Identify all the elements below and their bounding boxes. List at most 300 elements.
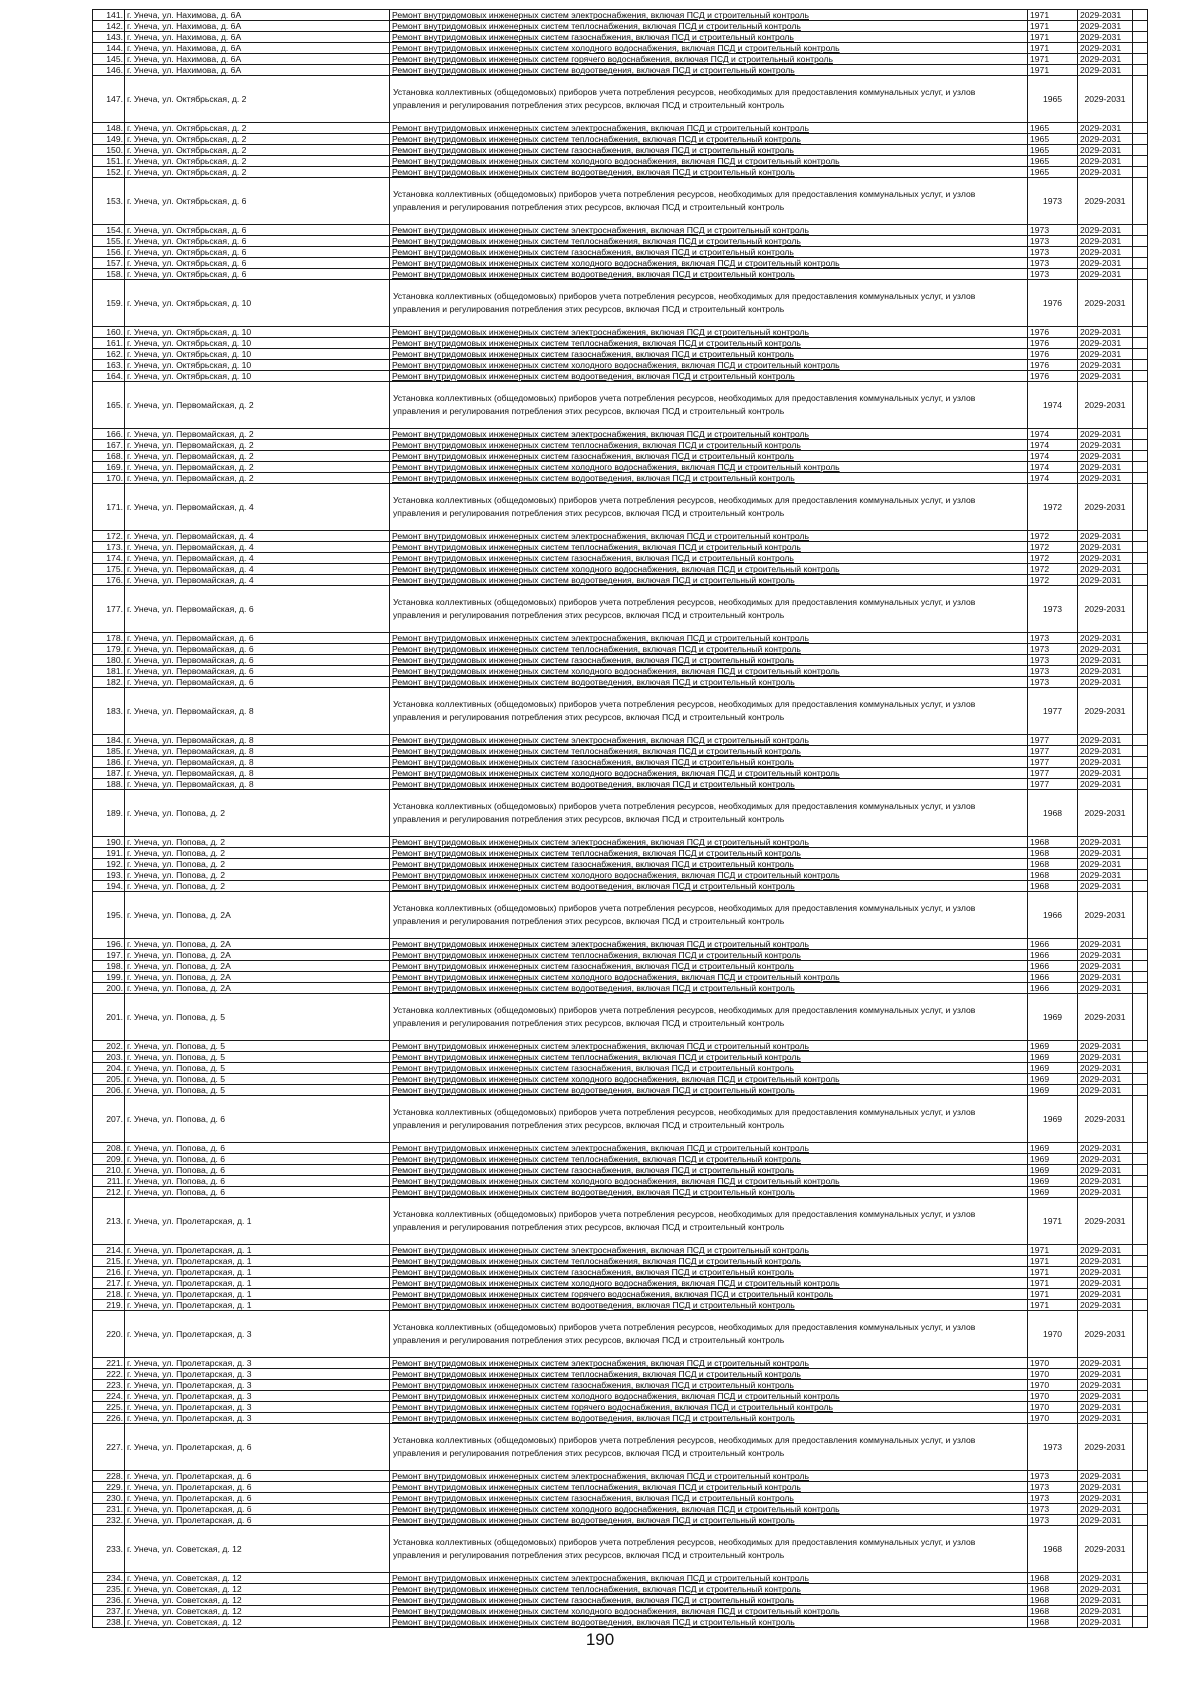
- row-number: 229.: [93, 1482, 125, 1493]
- planned-period-cell: 2029-2031: [1078, 1526, 1133, 1573]
- row-number: 170.: [93, 473, 125, 484]
- planned-period-cell: 2029-2031: [1078, 994, 1133, 1041]
- row-number: 202.: [93, 1041, 125, 1052]
- work-type-cell: Ремонт внутридомовых инженерных систем теплоснабжения, включая ПСД и строительный контроль: [390, 1482, 1028, 1493]
- address-cell: г. Унеча, ул. Попова, д. 2А: [125, 961, 390, 972]
- planned-period-cell: 2029-2031: [1078, 145, 1133, 156]
- empty-cell: [1133, 371, 1148, 382]
- empty-cell: [1133, 440, 1148, 451]
- address-cell: г. Унеча, ул. Советская, д. 12: [125, 1573, 390, 1584]
- work-type-cell: Ремонт внутридомовых инженерных систем водоотведения, включая ПСД и строительный контроль: [390, 881, 1028, 892]
- planned-period-cell: 2029-2031: [1078, 327, 1133, 338]
- year-built-cell: 1965: [1028, 167, 1078, 178]
- planned-period-cell: 2029-2031: [1078, 76, 1133, 123]
- work-type-cell: Ремонт внутридомовых инженерных систем холодного водоснабжения, включая ПСД и строительный контроль: [390, 258, 1028, 269]
- address-cell: г. Унеча, ул. Попова, д. 5: [125, 994, 390, 1041]
- row-number: 231.: [93, 1504, 125, 1515]
- table-row: [93, 1402, 1148, 1413]
- table-row: [93, 451, 1148, 462]
- work-type-cell: Ремонт внутридомовых инженерных систем холодного водоснабжения, включая ПСД и строительный контроль: [390, 1504, 1028, 1515]
- table-row: [93, 32, 1148, 43]
- table-row: [93, 1096, 1148, 1143]
- row-number: 230.: [93, 1493, 125, 1504]
- empty-cell: [1133, 225, 1148, 236]
- table-row: [93, 881, 1148, 892]
- work-type-cell: Ремонт внутридомовых инженерных систем газоснабжения, включая ПСД и строительный контроль: [390, 1493, 1028, 1504]
- year-built-cell: 1969: [1028, 1063, 1078, 1074]
- work-type-cell: Ремонт внутридомовых инженерных систем водоотведения, включая ПСД и строительный контроль: [390, 1187, 1028, 1198]
- address-cell: г. Унеча, ул. Первомайская, д. 2: [125, 382, 390, 429]
- address-cell: г. Унеча, ул. Нахимова, д. 6А: [125, 65, 390, 76]
- empty-cell: [1133, 1176, 1148, 1187]
- year-built-cell: 1965: [1028, 134, 1078, 145]
- work-type-cell: Ремонт внутридомовых инженерных систем холодного водоснабжения, включая ПСД и строительный контроль: [390, 666, 1028, 677]
- year-built-cell: 1976: [1028, 360, 1078, 371]
- table-row: [93, 1526, 1148, 1573]
- address-cell: г. Унеча, ул. Советская, д. 12: [125, 1526, 390, 1573]
- address-cell: г. Унеча, ул. Первомайская, д. 4: [125, 553, 390, 564]
- work-type-cell: Ремонт внутридомовых инженерных систем теплоснабжения, включая ПСД и строительный контроль: [390, 1584, 1028, 1595]
- address-cell: г. Унеча, ул. Октябрьская, д. 10: [125, 327, 390, 338]
- address-cell: г. Унеча, ул. Пролетарская, д. 6: [125, 1493, 390, 1504]
- planned-period-cell: 2029-2031: [1078, 837, 1133, 848]
- planned-period-cell: 2029-2031: [1078, 349, 1133, 360]
- row-number: 188.: [93, 779, 125, 790]
- empty-cell: [1133, 327, 1148, 338]
- row-number: 182.: [93, 677, 125, 688]
- planned-period-cell: 2029-2031: [1078, 1198, 1133, 1245]
- year-built-cell: 1971: [1028, 1245, 1078, 1256]
- planned-period-cell: 2029-2031: [1078, 961, 1133, 972]
- planned-period-cell: 2029-2031: [1078, 1504, 1133, 1515]
- address-cell: г. Унеча, ул. Пролетарская, д. 3: [125, 1380, 390, 1391]
- table-row: [93, 1041, 1148, 1052]
- empty-cell: [1133, 21, 1148, 32]
- year-built-cell: 1968: [1028, 837, 1078, 848]
- row-number: 201.: [93, 994, 125, 1041]
- row-number: 150.: [93, 145, 125, 156]
- table-row: [93, 1515, 1148, 1526]
- address-cell: г. Унеча, ул. Первомайская, д. 6: [125, 677, 390, 688]
- empty-cell: [1133, 586, 1148, 633]
- planned-period-cell: 2029-2031: [1078, 32, 1133, 43]
- empty-cell: [1133, 178, 1148, 225]
- work-type-cell: Ремонт внутридомовых инженерных систем электроснабжения, включая ПСД и строительный контроль: [390, 10, 1028, 21]
- work-type-cell: Ремонт внутридомовых инженерных систем холодного водоснабжения, включая ПСД и строительный контроль: [390, 1176, 1028, 1187]
- year-built-cell: 1969: [1028, 1176, 1078, 1187]
- year-built-cell: 1977: [1028, 735, 1078, 746]
- work-type-cell: Ремонт внутридомовых инженерных систем теплоснабжения, включая ПСД и строительный контроль: [390, 1369, 1028, 1380]
- row-number: 187.: [93, 768, 125, 779]
- planned-period-cell: 2029-2031: [1078, 21, 1133, 32]
- work-type-cell: Ремонт внутридомовых инженерных систем газоснабжения, включая ПСД и строительный контроль: [390, 757, 1028, 768]
- empty-cell: [1133, 43, 1148, 54]
- table-row: [93, 123, 1148, 134]
- address-cell: г. Унеча, ул. Пролетарская, д. 6: [125, 1424, 390, 1471]
- empty-cell: [1133, 236, 1148, 247]
- address-cell: г. Унеча, ул. Попова, д. 2А: [125, 972, 390, 983]
- table-row: [93, 462, 1148, 473]
- year-built-cell: 1968: [1028, 1526, 1078, 1573]
- row-number: 164.: [93, 371, 125, 382]
- address-cell: г. Унеча, ул. Октябрьская, д. 6: [125, 236, 390, 247]
- row-number: 209.: [93, 1154, 125, 1165]
- year-built-cell: 1969: [1028, 1052, 1078, 1063]
- address-cell: г. Унеча, ул. Пролетарская, д. 3: [125, 1413, 390, 1424]
- table-row: [93, 178, 1148, 225]
- planned-period-cell: 2029-2031: [1078, 382, 1133, 429]
- year-built-cell: 1971: [1028, 32, 1078, 43]
- empty-cell: [1133, 1402, 1148, 1413]
- planned-period-cell: 2029-2031: [1078, 644, 1133, 655]
- empty-cell: [1133, 1052, 1148, 1063]
- address-cell: г. Унеча, ул. Попова, д. 5: [125, 1074, 390, 1085]
- table-row: [93, 440, 1148, 451]
- planned-period-cell: 2029-2031: [1078, 1187, 1133, 1198]
- empty-cell: [1133, 553, 1148, 564]
- planned-period-cell: 2029-2031: [1078, 1402, 1133, 1413]
- table-row: [93, 54, 1148, 65]
- work-type-cell: Ремонт внутридомовых инженерных систем электроснабжения, включая ПСД и строительный контроль: [390, 1471, 1028, 1482]
- work-type-cell: Ремонт внутридомовых инженерных систем электроснабжения, включая ПСД и строительный контроль: [390, 1041, 1028, 1052]
- address-cell: г. Унеча, ул. Первомайская, д. 2: [125, 462, 390, 473]
- year-built-cell: 1973: [1028, 225, 1078, 236]
- table-row: [93, 790, 1148, 837]
- row-number: 207.: [93, 1096, 125, 1143]
- planned-period-cell: 2029-2031: [1078, 178, 1133, 225]
- work-type-cell: Ремонт внутридомовых инженерных систем холодного водоснабжения, включая ПСД и строительный контроль: [390, 972, 1028, 983]
- work-type-cell: Ремонт внутридомовых инженерных систем водоотведения, включая ПСД и строительный контроль: [390, 1617, 1028, 1628]
- table-row: [93, 327, 1148, 338]
- year-built-cell: 1968: [1028, 881, 1078, 892]
- row-number: 184.: [93, 735, 125, 746]
- planned-period-cell: 2029-2031: [1078, 1052, 1133, 1063]
- table-row: [93, 43, 1148, 54]
- work-type-cell: Ремонт внутридомовых инженерных систем теплоснабжения, включая ПСД и строительный контроль: [390, 848, 1028, 859]
- work-type-cell: Ремонт внутридомовых инженерных систем холодного водоснабжения, включая ПСД и строительный контроль: [390, 360, 1028, 371]
- planned-period-cell: 2029-2031: [1078, 1085, 1133, 1096]
- table-row: [93, 167, 1148, 178]
- work-type-cell: Ремонт внутридомовых инженерных систем водоотведения, включая ПСД и строительный контроль: [390, 1085, 1028, 1096]
- empty-cell: [1133, 972, 1148, 983]
- empty-cell: [1133, 531, 1148, 542]
- row-number: 221.: [93, 1358, 125, 1369]
- address-cell: г. Унеча, ул. Попова, д. 6: [125, 1176, 390, 1187]
- address-cell: г. Унеча, ул. Попова, д. 2: [125, 837, 390, 848]
- row-number: 238.: [93, 1617, 125, 1628]
- address-cell: г. Унеча, ул. Первомайская, д. 6: [125, 644, 390, 655]
- work-type-cell: Ремонт внутридомовых инженерных систем газоснабжения, включая ПСД и строительный контроль: [390, 553, 1028, 564]
- empty-cell: [1133, 768, 1148, 779]
- year-built-cell: 1973: [1028, 1515, 1078, 1526]
- planned-period-cell: 2029-2031: [1078, 269, 1133, 280]
- empty-cell: [1133, 1278, 1148, 1289]
- row-number: 191.: [93, 848, 125, 859]
- year-built-cell: 1977: [1028, 779, 1078, 790]
- address-cell: г. Унеча, ул. Первомайская, д. 6: [125, 666, 390, 677]
- work-type-cell: Установка коллективных (общедомовых) приборов учета потребления ресурсов, необходимых для предоставления коммунальных услуг, и узлов управления и регулирования потребления этих ресурсов, включая ПСД и строительный контроль: [390, 790, 1028, 837]
- address-cell: г. Унеча, ул. Первомайская, д. 4: [125, 564, 390, 575]
- row-number: 152.: [93, 167, 125, 178]
- table-row: [93, 892, 1148, 939]
- year-built-cell: 1971: [1028, 1278, 1078, 1289]
- table-row: [93, 1154, 1148, 1165]
- year-built-cell: 1973: [1028, 269, 1078, 280]
- year-built-cell: 1970: [1028, 1391, 1078, 1402]
- row-number: 216.: [93, 1267, 125, 1278]
- row-number: 189.: [93, 790, 125, 837]
- year-built-cell: 1968: [1028, 1584, 1078, 1595]
- work-type-cell: Ремонт внутридомовых инженерных систем водоотведения, включая ПСД и строительный контроль: [390, 473, 1028, 484]
- table-row: [93, 531, 1148, 542]
- address-cell: г. Унеча, ул. Октябрьская, д. 2: [125, 123, 390, 134]
- work-type-cell: Установка коллективных (общедомовых) приборов учета потребления ресурсов, необходимых для предоставления коммунальных услуг, и узлов управления и регулирования потребления этих ресурсов, включая ПСД и строительный контроль: [390, 1096, 1028, 1143]
- row-number: 214.: [93, 1245, 125, 1256]
- year-built-cell: 1970: [1028, 1358, 1078, 1369]
- work-type-cell: Ремонт внутридомовых инженерных систем холодного водоснабжения, включая ПСД и строительный контроль: [390, 1278, 1028, 1289]
- planned-period-cell: 2029-2031: [1078, 735, 1133, 746]
- year-built-cell: 1973: [1028, 1504, 1078, 1515]
- year-built-cell: 1970: [1028, 1311, 1078, 1358]
- empty-cell: [1133, 54, 1148, 65]
- empty-cell: [1133, 677, 1148, 688]
- address-cell: г. Унеча, ул. Первомайская, д. 8: [125, 688, 390, 735]
- row-number: 218.: [93, 1289, 125, 1300]
- year-built-cell: 1969: [1028, 1074, 1078, 1085]
- table-row: [93, 1584, 1148, 1595]
- planned-period-cell: 2029-2031: [1078, 848, 1133, 859]
- empty-cell: [1133, 382, 1148, 429]
- address-cell: г. Унеча, ул. Нахимова, д. 6А: [125, 10, 390, 21]
- year-built-cell: 1974: [1028, 429, 1078, 440]
- row-number: 205.: [93, 1074, 125, 1085]
- work-type-cell: Ремонт внутридомовых инженерных систем газоснабжения, включая ПСД и строительный контроль: [390, 1380, 1028, 1391]
- address-cell: г. Унеча, ул. Попова, д. 2А: [125, 983, 390, 994]
- address-cell: г. Унеча, ул. Первомайская, д. 4: [125, 542, 390, 553]
- work-type-cell: Ремонт внутридомовых инженерных систем электроснабжения, включая ПСД и строительный контроль: [390, 225, 1028, 236]
- planned-period-cell: 2029-2031: [1078, 43, 1133, 54]
- table-row: [93, 677, 1148, 688]
- work-type-cell: Ремонт внутридомовых инженерных систем газоснабжения, включая ПСД и строительный контроль: [390, 961, 1028, 972]
- row-number: 177.: [93, 586, 125, 633]
- table-row: [93, 848, 1148, 859]
- planned-period-cell: 2029-2031: [1078, 1595, 1133, 1606]
- table-row: [93, 1143, 1148, 1154]
- year-built-cell: 1966: [1028, 983, 1078, 994]
- table-row: [93, 837, 1148, 848]
- year-built-cell: 1971: [1028, 21, 1078, 32]
- planned-period-cell: 2029-2031: [1078, 1074, 1133, 1085]
- address-cell: г. Унеча, ул. Попова, д. 2А: [125, 892, 390, 939]
- planned-period-cell: 2029-2031: [1078, 134, 1133, 145]
- table-row: [93, 236, 1148, 247]
- empty-cell: [1133, 848, 1148, 859]
- row-number: 215.: [93, 1256, 125, 1267]
- planned-period-cell: 2029-2031: [1078, 1515, 1133, 1526]
- table-row: [93, 1413, 1148, 1424]
- empty-cell: [1133, 746, 1148, 757]
- work-type-cell: Установка коллективных (общедомовых) приборов учета потребления ресурсов, необходимых для предоставления коммунальных услуг, и узлов управления и регулирования потребления этих ресурсов, включая ПСД и строительный контроль: [390, 688, 1028, 735]
- year-built-cell: 1969: [1028, 994, 1078, 1041]
- year-built-cell: 1968: [1028, 859, 1078, 870]
- row-number: 192.: [93, 859, 125, 870]
- table-row: [93, 382, 1148, 429]
- address-cell: г. Унеча, ул. Октябрьская, д. 6: [125, 247, 390, 258]
- table-row: [93, 1471, 1148, 1482]
- table-row: [93, 1198, 1148, 1245]
- address-cell: г. Унеча, ул. Первомайская, д. 8: [125, 735, 390, 746]
- planned-period-cell: 2029-2031: [1078, 531, 1133, 542]
- year-built-cell: 1971: [1028, 1198, 1078, 1245]
- planned-period-cell: 2029-2031: [1078, 1391, 1133, 1402]
- year-built-cell: 1972: [1028, 575, 1078, 586]
- work-type-cell: Ремонт внутридомовых инженерных систем электроснабжения, включая ПСД и строительный контроль: [390, 1143, 1028, 1154]
- empty-cell: [1133, 134, 1148, 145]
- planned-period-cell: 2029-2031: [1078, 1493, 1133, 1504]
- empty-cell: [1133, 735, 1148, 746]
- address-cell: г. Унеча, ул. Первомайская, д. 4: [125, 575, 390, 586]
- table-row: [93, 1063, 1148, 1074]
- row-number: 211.: [93, 1176, 125, 1187]
- work-type-cell: Ремонт внутридомовых инженерных систем холодного водоснабжения, включая ПСД и строительный контроль: [390, 462, 1028, 473]
- empty-cell: [1133, 564, 1148, 575]
- row-number: 225.: [93, 1402, 125, 1413]
- work-type-cell: Ремонт внутридомовых инженерных систем теплоснабжения, включая ПСД и строительный контроль: [390, 1256, 1028, 1267]
- table-row: [93, 950, 1148, 961]
- empty-cell: [1133, 1504, 1148, 1515]
- row-number: 185.: [93, 746, 125, 757]
- empty-cell: [1133, 1267, 1148, 1278]
- work-type-cell: Ремонт внутридомовых инженерных систем газоснабжения, включая ПСД и строительный контроль: [390, 1267, 1028, 1278]
- work-type-cell: Ремонт внутридомовых инженерных систем холодного водоснабжения, включая ПСД и строительный контроль: [390, 1391, 1028, 1402]
- year-built-cell: 1977: [1028, 768, 1078, 779]
- address-cell: г. Унеча, ул. Пролетарская, д. 3: [125, 1369, 390, 1380]
- year-built-cell: 1966: [1028, 892, 1078, 939]
- empty-cell: [1133, 994, 1148, 1041]
- address-cell: г. Унеча, ул. Нахимова, д. 6А: [125, 54, 390, 65]
- work-type-cell: Ремонт внутридомовых инженерных систем газоснабжения, включая ПСД и строительный контроль: [390, 451, 1028, 462]
- table-row: [93, 542, 1148, 553]
- empty-cell: [1133, 123, 1148, 134]
- year-built-cell: 1972: [1028, 553, 1078, 564]
- address-cell: г. Унеча, ул. Попова, д. 6: [125, 1096, 390, 1143]
- year-built-cell: 1977: [1028, 757, 1078, 768]
- planned-period-cell: 2029-2031: [1078, 768, 1133, 779]
- year-built-cell: 1969: [1028, 1165, 1078, 1176]
- year-built-cell: 1968: [1028, 1573, 1078, 1584]
- empty-cell: [1133, 939, 1148, 950]
- year-built-cell: 1973: [1028, 236, 1078, 247]
- table-row: [93, 134, 1148, 145]
- table-body: [93, 10, 1148, 1628]
- work-type-cell: Ремонт внутридомовых инженерных систем электроснабжения, включая ПСД и строительный контроль: [390, 1358, 1028, 1369]
- table-row: [93, 1493, 1148, 1504]
- empty-cell: [1133, 349, 1148, 360]
- planned-period-cell: 2029-2031: [1078, 280, 1133, 327]
- table-row: [93, 338, 1148, 349]
- year-built-cell: 1976: [1028, 349, 1078, 360]
- empty-cell: [1133, 644, 1148, 655]
- planned-period-cell: 2029-2031: [1078, 65, 1133, 76]
- year-built-cell: 1971: [1028, 1256, 1078, 1267]
- row-number: 158.: [93, 269, 125, 280]
- work-type-cell: Ремонт внутридомовых инженерных систем холодного водоснабжения, включая ПСД и строительный контроль: [390, 1606, 1028, 1617]
- table-row: [93, 225, 1148, 236]
- year-built-cell: 1972: [1028, 564, 1078, 575]
- empty-cell: [1133, 1063, 1148, 1074]
- table-row: [93, 156, 1148, 167]
- work-type-cell: Ремонт внутридомовых инженерных систем газоснабжения, включая ПСД и строительный контроль: [390, 1063, 1028, 1074]
- planned-period-cell: 2029-2031: [1078, 1165, 1133, 1176]
- table-row: [93, 269, 1148, 280]
- empty-cell: [1133, 1358, 1148, 1369]
- table-row: [93, 779, 1148, 790]
- year-built-cell: 1970: [1028, 1380, 1078, 1391]
- table-row: [93, 859, 1148, 870]
- address-cell: г. Унеча, ул. Советская, д. 12: [125, 1584, 390, 1595]
- work-type-cell: Установка коллективных (общедомовых) приборов учета потребления ресурсов, необходимых для предоставления коммунальных услуг, и узлов управления и регулирования потребления этих ресурсов, включая ПСД и строительный контроль: [390, 892, 1028, 939]
- planned-period-cell: 2029-2031: [1078, 1380, 1133, 1391]
- address-cell: г. Унеча, ул. Нахимова, д. 6А: [125, 21, 390, 32]
- year-built-cell: 1974: [1028, 451, 1078, 462]
- work-type-cell: Ремонт внутридомовых инженерных систем газоснабжения, включая ПСД и строительный контроль: [390, 859, 1028, 870]
- address-cell: г. Унеча, ул. Пролетарская, д. 1: [125, 1256, 390, 1267]
- empty-cell: [1133, 1595, 1148, 1606]
- table-row: [93, 553, 1148, 564]
- work-type-cell: Ремонт внутридомовых инженерных систем электроснабжения, включая ПСД и строительный контроль: [390, 123, 1028, 134]
- empty-cell: [1133, 575, 1148, 586]
- planned-period-cell: 2029-2031: [1078, 1063, 1133, 1074]
- planned-period-cell: 2029-2031: [1078, 1300, 1133, 1311]
- planned-period-cell: 2029-2031: [1078, 451, 1133, 462]
- work-type-cell: Ремонт внутридомовых инженерных систем электроснабжения, включая ПСД и строительный контроль: [390, 939, 1028, 950]
- planned-period-cell: 2029-2031: [1078, 236, 1133, 247]
- table-row: [93, 371, 1148, 382]
- address-cell: г. Унеча, ул. Пролетарская, д. 3: [125, 1402, 390, 1413]
- planned-period-cell: 2029-2031: [1078, 939, 1133, 950]
- table-row: [93, 1595, 1148, 1606]
- row-number: 167.: [93, 440, 125, 451]
- table-row: [93, 994, 1148, 1041]
- work-type-cell: Ремонт внутридомовых инженерных систем горячего водоснабжения, включая ПСД и строительный контроль: [390, 1402, 1028, 1413]
- planned-period-cell: 2029-2031: [1078, 1143, 1133, 1154]
- row-number: 174.: [93, 553, 125, 564]
- work-type-cell: Ремонт внутридомовых инженерных систем теплоснабжения, включая ПСД и строительный контроль: [390, 746, 1028, 757]
- row-number: 144.: [93, 43, 125, 54]
- planned-period-cell: 2029-2031: [1078, 688, 1133, 735]
- table-row: [93, 1256, 1148, 1267]
- table-row: [93, 1617, 1148, 1628]
- year-built-cell: 1969: [1028, 1154, 1078, 1165]
- work-type-cell: Установка коллективных (общедомовых) приборов учета потребления ресурсов, необходимых для предоставления коммунальных услуг, и узлов управления и регулирования потребления этих ресурсов, включая ПСД и строительный контроль: [390, 76, 1028, 123]
- empty-cell: [1133, 473, 1148, 484]
- planned-period-cell: 2029-2031: [1078, 779, 1133, 790]
- planned-period-cell: 2029-2031: [1078, 575, 1133, 586]
- planned-period-cell: 2029-2031: [1078, 1424, 1133, 1471]
- year-built-cell: 1968: [1028, 848, 1078, 859]
- empty-cell: [1133, 1187, 1148, 1198]
- row-number: 165.: [93, 382, 125, 429]
- year-built-cell: 1973: [1028, 586, 1078, 633]
- planned-period-cell: 2029-2031: [1078, 1154, 1133, 1165]
- address-cell: г. Унеча, ул. Первомайская, д. 8: [125, 768, 390, 779]
- address-cell: г. Унеча, ул. Нахимова, д. 6А: [125, 32, 390, 43]
- empty-cell: [1133, 167, 1148, 178]
- address-cell: г. Унеча, ул. Попова, д. 2: [125, 870, 390, 881]
- planned-period-cell: 2029-2031: [1078, 440, 1133, 451]
- empty-cell: [1133, 10, 1148, 21]
- year-built-cell: 1969: [1028, 1143, 1078, 1154]
